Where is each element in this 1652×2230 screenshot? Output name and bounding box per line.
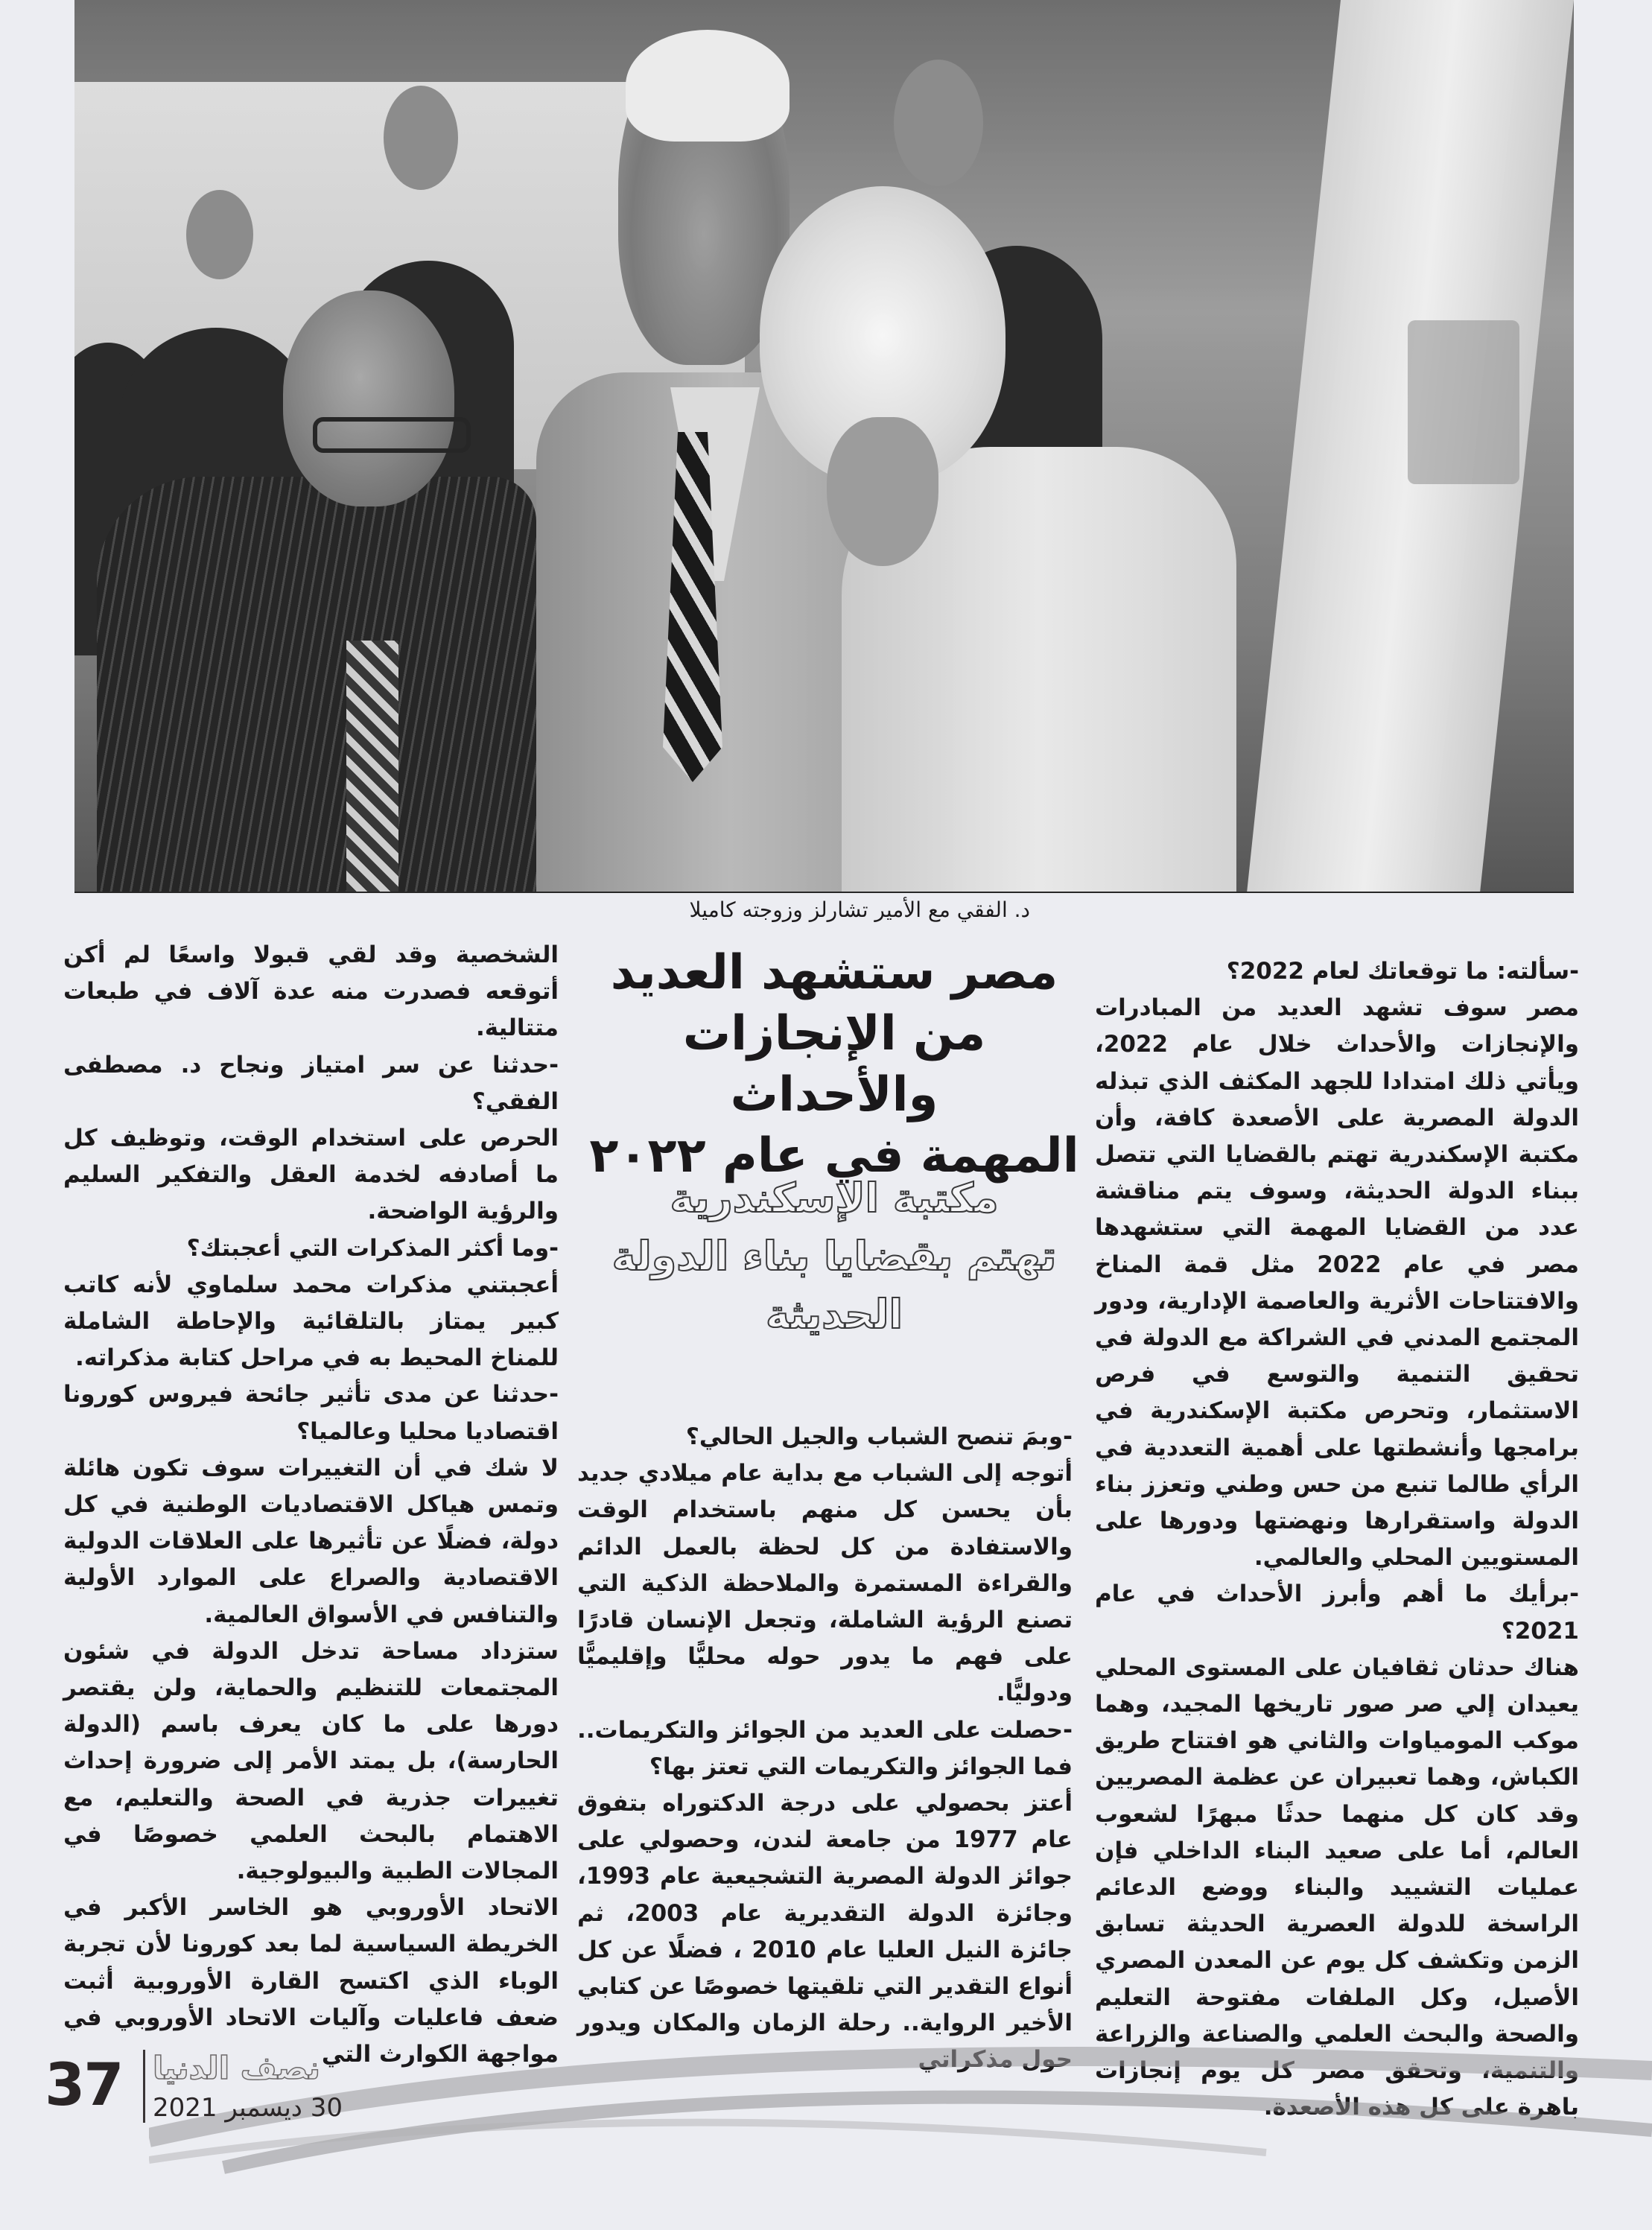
- interview-answer: أعجبتني مذكرات محمد سلماوي لأنه كاتب كبير يمتاز بالتلقائية والإحاطة الشاملة للمناخ المحيط به في مراحل كتابة مذكراته.: [63, 1271, 559, 1372]
- column-right: [1095, 953, 1579, 2126]
- photo-caption: د. الفقي مع الأمير تشارلز وزوجته كاميلا: [689, 898, 1030, 922]
- photo-camilla-face: [827, 417, 938, 566]
- photo-bodyguard-center-head: [384, 86, 458, 190]
- photo-bodyguard-left-head: [186, 190, 253, 279]
- photo-glasses: [313, 417, 471, 453]
- headline-line: المهمة في عام ٢٠٢٢: [589, 1128, 1079, 1184]
- subhead-line: الحديثة: [766, 1291, 903, 1338]
- interview-answer: لا شك في أن التغييرات سوف تكون هائلة وتمس هياكل الاقتصاديات الوطنية في كل دولة، فضلًا عن تأثيرها على العلاقات الدولية الاقتصادية والصراع على الموارد الأولية والتنافس في الأسواق العالمية.: [63, 1454, 559, 1628]
- interview-answer: أتوجه إلى الشباب مع بداية عام ميلادي جديد بأن يحسن كل منهم باستخدام الوقت والاستفادة من كل لحظة بالعمل الدائم والقراءة المستمرة والملاحظة الذكية التي تصنع الرؤية الشاملة، وتجعل الإنسان قادرًا على فهم ما يدور حوله محليًّا وإقليميًّا ودوليًّا.: [577, 1460, 1073, 1707]
- page-number: 37: [45, 2052, 123, 2119]
- interview-answer: الشخصية وقد لقي قبولا واسعًا لم أكن أتوقعه فصدرت منه عدة آلاف في طبعات متتالية.: [63, 941, 559, 1042]
- magazine-masthead: نصف الدنيا: [153, 2050, 320, 2086]
- headline-line: مصر ستشهد العديد: [610, 945, 1058, 1000]
- article-subheadline: [588, 1169, 1080, 1344]
- subhead-line: مكتبة الإسكندرية: [670, 1175, 999, 1222]
- interview-answer: هناك حدثان ثقافيان على المستوى المحلي يعيدان إلي صر صور تاريخها المجيد، وهما موكب المومياوات والثاني هو افتتاح طريق الكباش، وهما تعبيران عن عظمة المصريين وقد كان كل منهما حدثًا مبهرًا لشعوب العالم، أما على صعيد البناء الداخلي فإن عمليات التشييد والبناء ووضع الدعائم الراسخة للدولة العصرية الحديثة تسابق الزمن وتكشف كل يوم عن المعدن المصري الأصيل، وكل الملفات مفتوحة التعليم والصحة والبحث العلمي والصناعة والزراعة والتنمية، وتحقق مصر كل يوم إنجازات باهرة على كل هذه الأصعدة.: [1095, 1654, 1579, 2121]
- interview-answer: الحرص على استخدام الوقت، وتوظيف كل ما أصادفه لخدمة العقل والتفكير السليم والرؤية الواضحة.: [63, 1125, 559, 1225]
- headline-line: من الإنجازات والأحداث: [682, 1006, 986, 1122]
- photo-striped-tie: [346, 641, 398, 893]
- interview-answer: مصر سوف تشهد العديد من المبادرات والإنجازات والأحداث خلال عام 2022، ويأتي ذلك امتدادا للجهد المكثف الذي تبذله الدولة المصرية على الأصعدة كافة، وأن مكتبة الإسكندرية تهتم بالقضايا التي تتصل ببناء الدولة الحديثة، وسوف يتم مناقشة عدد من القضايا المهمة التي ستشهدها مصر في عام 2022 مثل قمة المناخ والافتتاحات الأثرية والعاصمة الإدارية، ودور المجتمع المدني في الشراكة مع الدولة في تحقيق التنمية والتوسع في فرص الاستثمار، وتحرص مكتبة الإسكندرية في برامجها وأنشطتها على أهمية التعددية في الرأي طالما تنبع من حس وطني وتعزز بناء الدولة واستقرارها ونهضتها ودورها على المستويين المحلي والعالمي.: [1095, 994, 1579, 1572]
- photo-dr-elfeki-suit: [97, 477, 536, 893]
- interview-question: -سألته: ما توقعاتك لعام 2022؟: [1226, 958, 1579, 985]
- photo-bodyguard-right-head: [894, 60, 983, 186]
- photo-flag-emblem: [1408, 320, 1519, 484]
- interview-question: -وما أكثر المذكرات التي أعجبتك؟: [186, 1234, 559, 1262]
- interview-question: -حصلت على العديد من الجوائز والتكريمات.. فما الجوائز والتكريمات التي تعتز بها؟: [577, 1716, 1073, 1780]
- article-photo: [74, 0, 1574, 893]
- interview-question: -حدثنا عن سر امتياز ونجاح د. مصطفى الفقي؟: [63, 1051, 559, 1115]
- column-left: [63, 937, 559, 2073]
- interview-question: -وبمَ تنصح الشباب والجيل الحالي؟: [685, 1423, 1073, 1450]
- footer-divider: [143, 2050, 145, 2123]
- subhead-line: تهتم بقضايا بناء الدولة: [611, 1233, 1057, 1280]
- column-middle: [577, 1419, 1073, 2079]
- interview-answer: ستزداد مساحة تدخل الدولة في شئون المجتمعات للتنظيم والحماية، ولن يقتصر دورها على ما كان يعرف باسم (الدولة الحارسة)، بل يمتد الأمر إلى ضرورة إحداث تغييرات جذرية في الصحة والتعليم، مع الاهتمام بالبحث العلمي خصوصًا في المجالات الطبية والبيولوجية.: [63, 1637, 559, 1885]
- interview-question: -برأيك ما أهم وأبرز الأحداث في عام 2021؟: [1095, 1581, 1579, 1645]
- issue-date: 30 ديسمبر 2021: [153, 2093, 343, 2123]
- article-headline: [588, 942, 1080, 1187]
- interview-question: -حدثنا عن مدى تأثير جائحة فيروس كورونا اقتصاديا محليا وعالميا؟: [63, 1381, 559, 1445]
- swoosh-stroke: [149, 2123, 1266, 2160]
- interview-answer: أعتز بحصولي على درجة الدكتوراه بتفوق عام 1977 من جامعة لندن، وحصولي على جوائز الدولة المصرية التشجيعية عام 1993، وجائزة الدولة التقديرية عام 2003، ثم جائزة النيل العليا عام 2010 ، فضلًا عن كل أنواع التقدير التي تلقيتها خصوصًا عن كتابي الأخير الرواية.. رحلة الزمان والمكان ويدور حول مذكراتي: [577, 1790, 1073, 2074]
- photo-prince-hair: [626, 30, 790, 142]
- photo-dr-elfeki-head: [283, 290, 454, 506]
- interview-answer: الاتحاد الأوروبي هو الخاسر الأكبر في الخريطة السياسية لما بعد كورونا لأن تجربة الوباء الذي اكتسح القارة الأوروبية أثبت ضعف فاعليات وآليات الاتحاد الأوروبي في مواجهة الكوارث التي: [63, 1894, 559, 2068]
